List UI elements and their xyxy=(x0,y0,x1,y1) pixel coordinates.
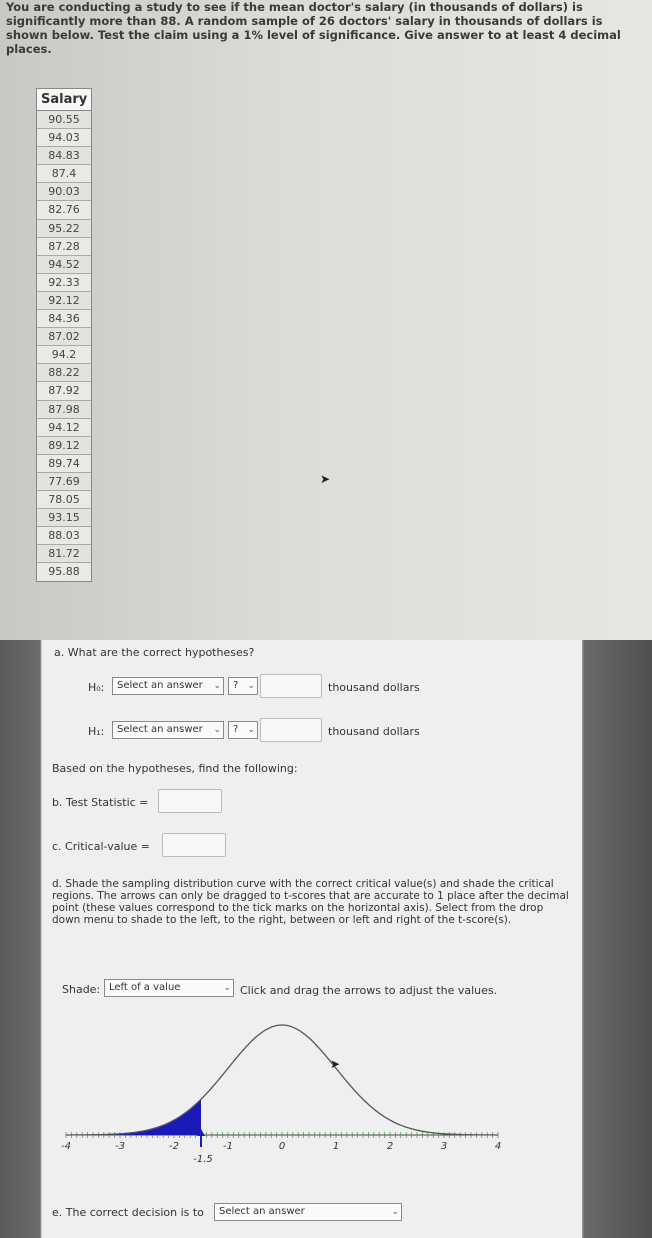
salary-cell: 81.72 xyxy=(37,545,91,563)
chevron-down-icon: ⌄ xyxy=(223,983,231,993)
shade-select[interactable] xyxy=(104,979,234,997)
salary-cell: 88.03 xyxy=(37,527,91,545)
salary-cell: 90.03 xyxy=(37,183,91,201)
question-a: a. What are the correct hypotheses? xyxy=(54,646,255,659)
salary-table-body xyxy=(37,111,91,581)
h0-unit-label: thousand dollars xyxy=(328,681,420,694)
salary-cell: 92.12 xyxy=(37,292,91,310)
chevron-down-icon: ⌄ xyxy=(247,681,255,691)
h1-parameter-select[interactable] xyxy=(112,721,224,739)
salary-cell: 87.4 xyxy=(37,165,91,183)
salary-cell: 84.83 xyxy=(37,147,91,165)
distribution-curve xyxy=(66,1025,498,1135)
h0-value-input[interactable] xyxy=(260,674,322,698)
critical-value-input[interactable] xyxy=(162,833,226,857)
x-tick-label: 2 xyxy=(386,1141,394,1152)
t-distribution-chart xyxy=(52,1010,512,1170)
salary-cell: 92.33 xyxy=(37,274,91,292)
x-tick-label: -4 xyxy=(61,1141,71,1152)
h0-symbol-select[interactable] xyxy=(228,677,258,695)
chevron-down-icon: ⌄ xyxy=(247,725,255,735)
shade-label: Shade: xyxy=(62,983,101,996)
chevron-down-icon: ⌄ xyxy=(213,681,221,691)
test-statistic-input[interactable] xyxy=(158,789,222,813)
h0-parameter-select[interactable] xyxy=(112,677,224,695)
x-tick-label: 1 xyxy=(332,1141,340,1152)
x-tick-label: -3 xyxy=(115,1141,125,1152)
salary-cell: 93.15 xyxy=(37,509,91,527)
salary-cell: 89.74 xyxy=(37,455,91,473)
h1-symbol-select-value: ? xyxy=(233,724,239,735)
salary-cell: 87.92 xyxy=(37,382,91,400)
decision-select[interactable] xyxy=(214,1203,402,1221)
drag-instruction: Click and drag the arrows to adjust the values. xyxy=(240,984,498,997)
decision-label: e. The correct decision is to xyxy=(52,1206,204,1219)
salary-cell: 94.03 xyxy=(37,129,91,147)
salary-table xyxy=(36,88,92,582)
salary-cell: 87.02 xyxy=(37,328,91,346)
x-tick-label: 0 xyxy=(278,1141,286,1152)
decision-select-value: Select an answer xyxy=(219,1206,305,1217)
mouse-cursor-icon: ➤ xyxy=(330,1057,341,1071)
h1-value-input[interactable] xyxy=(260,718,322,742)
salary-cell: 94.12 xyxy=(37,419,91,437)
salary-table-header: Salary xyxy=(37,89,91,111)
salary-cell: 87.28 xyxy=(37,238,91,256)
salary-cell: 77.69 xyxy=(37,473,91,491)
critical-value-label: c. Critical-value = xyxy=(52,840,150,853)
h1-label: H₁: xyxy=(88,725,105,738)
salary-cell: 95.88 xyxy=(37,563,91,581)
h0-label: H₀: xyxy=(88,681,105,694)
instruction-text: Based on the hypotheses, find the following: xyxy=(52,762,298,775)
salary-cell: 94.2 xyxy=(37,346,91,364)
h0-symbol-select-value: ? xyxy=(233,680,239,691)
salary-cell: 94.52 xyxy=(37,256,91,274)
x-tick-label: -2 xyxy=(169,1141,179,1152)
salary-cell: 90.55 xyxy=(37,111,91,129)
x-tick-label: -1 xyxy=(223,1141,233,1152)
critical-region-shade xyxy=(66,1099,201,1135)
salary-cell: 84.36 xyxy=(37,310,91,328)
chevron-down-icon: ⌄ xyxy=(213,725,221,735)
t-distribution-svg xyxy=(52,1010,512,1170)
h0-parameter-select-value: Select an answer xyxy=(117,680,203,691)
question-d: d. Shade the sampling distribution curve with the correct critical value(s) and shade the critical regions. The arrows can only be dragged to t-scores that are accurate to 1 place after the decimal point (these values correspond to the tick marks on the horizontal axis). Select from the drop down menu to shade to the left, to the right, between or left and right of the t-score(s). xyxy=(52,878,569,926)
mouse-cursor-icon: ➤ xyxy=(320,472,331,486)
problem-statement: You are conducting a study to see if the mean doctor's salary (in thousands of dollars) is significantly more than 88. A random sample of 26 doctors' salary in thousands of dollars is shown below. Test the claim using a 1% level of significance. Give answer to at least 4 decimal places. xyxy=(6,0,621,56)
shade-select-value: Left of a value xyxy=(109,982,181,993)
salary-cell: 88.22 xyxy=(37,364,91,382)
test-statistic-label: b. Test Statistic = xyxy=(52,796,149,809)
critical-value-label: -1.5 xyxy=(193,1154,213,1165)
salary-cell: 87.98 xyxy=(37,401,91,419)
chevron-down-icon: ⌄ xyxy=(391,1207,399,1217)
x-tick-label: 4 xyxy=(494,1141,502,1152)
salary-cell: 89.12 xyxy=(37,437,91,455)
h1-symbol-select[interactable] xyxy=(228,721,258,739)
salary-cell: 82.76 xyxy=(37,201,91,219)
salary-cell: 78.05 xyxy=(37,491,91,509)
salary-cell: 95.22 xyxy=(37,220,91,238)
x-tick-label: 3 xyxy=(440,1141,448,1152)
h1-unit-label: thousand dollars xyxy=(328,725,420,738)
h1-parameter-select-value: Select an answer xyxy=(117,724,203,735)
